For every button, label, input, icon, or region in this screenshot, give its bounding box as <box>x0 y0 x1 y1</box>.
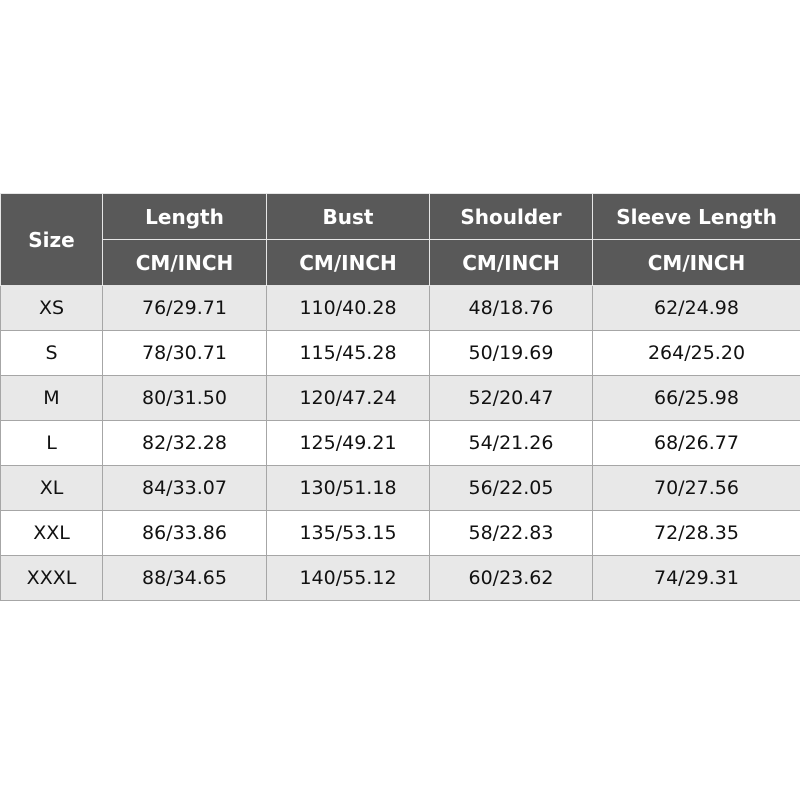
sleeve-length-cell: 68/26.77 <box>593 421 800 466</box>
shoulder-unit-header: CM/INCH <box>430 240 593 286</box>
length-cell: 86/33.86 <box>103 511 267 556</box>
bust-cell: 125/49.21 <box>267 421 430 466</box>
header-row-units <box>1 240 800 286</box>
size-cell: M <box>1 376 103 421</box>
size-cell: S <box>1 331 103 376</box>
table-header <box>1 194 800 286</box>
table-body <box>1 286 800 601</box>
size-column-header: Size <box>1 194 103 286</box>
bust-cell: 110/40.28 <box>267 286 430 331</box>
bust-cell: 135/53.15 <box>267 511 430 556</box>
length-cell: 80/31.50 <box>103 376 267 421</box>
bust-column-header: Bust <box>267 194 430 240</box>
shoulder-column-header: Shoulder <box>430 194 593 240</box>
table-row <box>1 286 800 331</box>
size-cell: L <box>1 421 103 466</box>
size-cell: XL <box>1 466 103 511</box>
shoulder-cell: 54/21.26 <box>430 421 593 466</box>
shoulder-cell: 52/20.47 <box>430 376 593 421</box>
size-cell: XXXL <box>1 556 103 601</box>
shoulder-cell: 50/19.69 <box>430 331 593 376</box>
header-row-names <box>1 194 800 240</box>
sleeve-length-cell: 72/28.35 <box>593 511 800 556</box>
table-row <box>1 376 800 421</box>
bust-cell: 140/55.12 <box>267 556 430 601</box>
size-cell: XS <box>1 286 103 331</box>
length-column-header: Length <box>103 194 267 240</box>
sleeve-length-column-header: Sleeve Length <box>593 194 800 240</box>
length-cell: 82/32.28 <box>103 421 267 466</box>
length-cell: 76/29.71 <box>103 286 267 331</box>
table-row <box>1 466 800 511</box>
length-cell: 88/34.65 <box>103 556 267 601</box>
size-cell: XXL <box>1 511 103 556</box>
length-cell: 84/33.07 <box>103 466 267 511</box>
shoulder-cell: 60/23.62 <box>430 556 593 601</box>
sleeve-length-cell: 66/25.98 <box>593 376 800 421</box>
sleeve-length-cell: 74/29.31 <box>593 556 800 601</box>
table-row <box>1 511 800 556</box>
bust-cell: 120/47.24 <box>267 376 430 421</box>
length-cell: 78/30.71 <box>103 331 267 376</box>
table-row <box>1 421 800 466</box>
bust-cell: 130/51.18 <box>267 466 430 511</box>
sleeve-length-unit-header: CM/INCH <box>593 240 800 286</box>
sleeve-length-cell: 264/25.20 <box>593 331 800 376</box>
bust-unit-header: CM/INCH <box>267 240 430 286</box>
sleeve-length-cell: 62/24.98 <box>593 286 800 331</box>
shoulder-cell: 58/22.83 <box>430 511 593 556</box>
shoulder-cell: 56/22.05 <box>430 466 593 511</box>
bust-cell: 115/45.28 <box>267 331 430 376</box>
table-row <box>1 331 800 376</box>
table-row <box>1 556 800 601</box>
sleeve-length-cell: 70/27.56 <box>593 466 800 511</box>
length-unit-header: CM/INCH <box>103 240 267 286</box>
shoulder-cell: 48/18.76 <box>430 286 593 331</box>
size-chart-table <box>0 193 800 601</box>
